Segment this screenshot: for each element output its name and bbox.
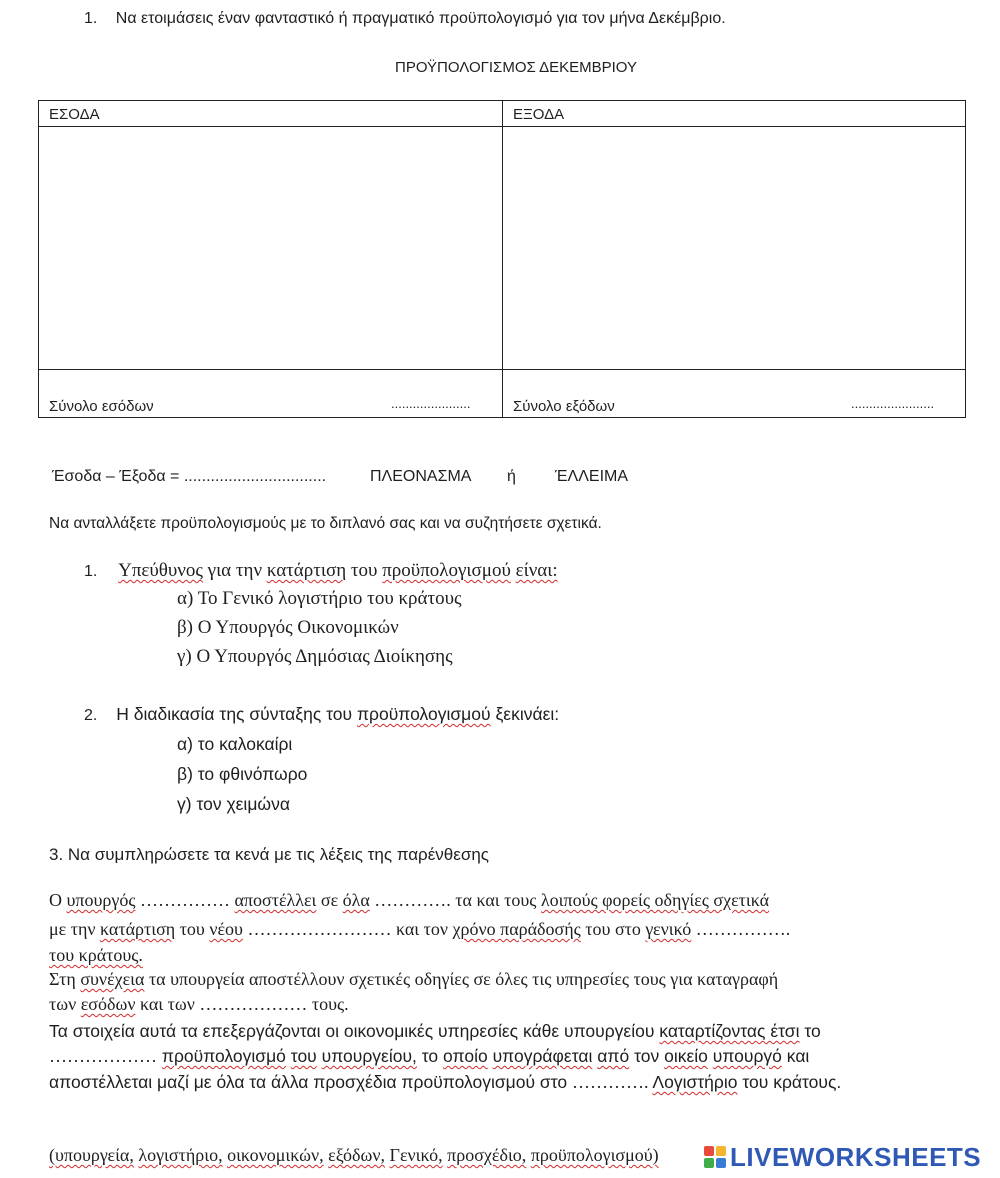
liveworksheets-logo[interactable] [698,1140,987,1174]
q3-word: νέου [209,919,243,939]
word-bank [49,1145,659,1166]
word-bank-item: εξόδων, [328,1145,386,1165]
expense-header: ΕΞΟΔΑ [513,106,565,123]
q3-line-6 [49,1021,821,1042]
q3-line-8 [49,1072,841,1093]
income-header: ΕΣΟΔΑ [49,106,100,123]
q3-word: Τα στοιχεία αυτά τα επεξεργάζονται οι οικονομικές υπηρεσίες κάθε υπουργείου [49,1021,655,1041]
expense-total-label: Σύνολο εξόδων [513,398,615,415]
q3-word: των [49,994,77,1014]
budget-table [38,100,966,418]
q3-line-3 [49,945,143,966]
question-1 [84,560,558,582]
q3-word: τα υπουργεία αποστέλλουν σχετικές οδηγίες σε όλες τις υπηρεσίες τους για καταγραφή [148,969,779,989]
q3-word: το [421,1046,439,1066]
q3-word: καταρτίζοντας έτσι [659,1021,800,1041]
word-bank-item: Γενικό, [389,1145,443,1165]
q3-word: του κράτους. [742,1072,842,1092]
q3-word: Λογιστήριο [652,1072,738,1092]
q3-word: κατάρτιση [100,919,176,939]
instruction-1-number: 1. [84,10,98,27]
q3-word: συνέχεια [80,969,145,989]
expense-total-blank[interactable]: ....................... [851,396,935,411]
instruction-1-text: Να ετοιμάσεις έναν φανταστικό ή πραγματικό προϋπολογισμό για τον μήνα Δεκέμβριο. [115,10,726,27]
q3-word: σε [320,890,339,910]
q3-word: τους. [311,994,349,1014]
q3-line-1 [49,890,769,911]
question-3-title: 3. Να συμπληρώσετε τα κενά με τις λέξεις της παρένθεσης [49,845,489,864]
q3-word: του κράτους. [49,945,143,965]
q1-word: κατάρτιση [266,560,347,581]
q3-word: τα και τους [455,890,537,910]
instruction-1 [84,10,726,28]
income-total-label: Σύνολο εσόδων [49,398,154,415]
q3-word: υπουργείου, [321,1046,417,1066]
q3-word: όλα [342,890,370,910]
question-2 [84,704,559,725]
q1-word: προϋπολογισμού [382,560,511,581]
q1-word: είναι: [515,560,558,581]
balance-equation: Έσοδα – Έξοδα = ................................ [52,468,327,485]
q2-underlined-word: προϋπολογισμού [356,704,491,724]
q3-word: αποστέλλεται μαζί με όλα τα άλλα προσχέδια προϋπολογισμού στο [49,1072,568,1092]
q1-option-b[interactable]: β) Ο Υπουργός Οικονομικών [177,617,399,638]
question-2-number: 2. [84,707,98,724]
expense-entry-area[interactable] [504,128,965,368]
liveworksheets-logo-icon [704,1146,726,1168]
q3-blank[interactable]: …………. [571,1072,649,1092]
q3-word: Στη [49,969,76,989]
q3-blank[interactable]: ……………… [49,1046,157,1066]
q3-blank[interactable]: …………………… [247,919,392,939]
q3-word: προϋπολογισμό [161,1046,286,1066]
q3-blank[interactable]: …………… [139,890,230,910]
q2-option-a[interactable]: α) το καλοκαίρι [177,734,293,754]
q2-text: ξεκινάει: [495,704,560,724]
q3-word: λοιπούς φορείς οδηγίες σχετικά [540,890,770,910]
q1-option-c[interactable]: γ) Ο Υπουργός Δημόσιας Διοίκησης [177,646,453,667]
q3-word: και τον [395,919,449,939]
q3-word: χρόνο παράδοσής [452,919,581,939]
q3-line-5 [49,994,349,1015]
word-bank-item: (υπουργεία, [49,1145,134,1165]
q2-option-b[interactable]: β) το φθινόπωρο [177,764,308,784]
q1-word: Υπεύθυνος [118,560,203,581]
q3-word: υπουργό [712,1046,782,1066]
table-title: ΠΡΟΫΠΟΛΟΓΙΣΜΟΣ ΔΕΚΕΜΒΡΙΟΥ [395,59,637,76]
q3-word: το [804,1021,821,1041]
table-divider-total [39,369,965,370]
liveworksheets-logo-text: LIVEWORKSHEETS [730,1141,982,1172]
q3-word: οποίο [443,1046,488,1066]
or-word: ή [507,468,516,485]
word-bank-item: προϋπολογισμού) [530,1145,659,1165]
q1-word: την [235,560,263,581]
table-divider-header [39,126,965,127]
q3-word: και των [139,994,195,1014]
income-entry-area[interactable] [39,128,501,368]
exchange-note: Να ανταλλάξετε προϋπολογισμούς με το διπλανό σας και να συζητήσετε σχετικά. [49,515,602,532]
word-bank-item: λογιστήριο, [138,1145,223,1165]
q3-line-7 [49,1046,809,1067]
q3-word: του [290,1046,317,1066]
word-bank-item: προσχέδιο, [447,1145,527,1165]
deficit-option[interactable]: ΈΛΛΕΙΜΑ [555,468,629,485]
q1-word: του [350,560,378,581]
q3-word: με την [49,919,96,939]
q3-word: οικείο [664,1046,708,1066]
q3-line-2 [49,919,790,940]
q3-word: του στο [585,919,641,939]
q3-blank[interactable]: …………. [374,890,451,910]
q3-blank[interactable]: ……………… [199,994,308,1014]
surplus-option[interactable]: ΠΛΕΟΝΑΣΜΑ [370,468,472,485]
q3-word: Ο [49,890,62,910]
q3-line-4 [49,969,778,990]
q2-option-c[interactable]: γ) τον χειμώνα [177,794,290,814]
q3-word: από [597,1046,630,1066]
q3-word: υπογράφεται [492,1046,593,1066]
q1-option-a[interactable]: α) Το Γενικό λογιστήριο του κράτους [177,588,462,609]
question-1-number: 1. [84,563,98,580]
q2-text: Η διαδικασία της σύνταξης του [116,704,353,724]
q3-word: αποστέλλει [234,890,317,910]
q3-word: και [786,1046,810,1066]
q3-blank[interactable]: ……………. [695,919,791,939]
word-bank-item: οικονομικών, [227,1145,324,1165]
income-total-blank[interactable]: ...................... [391,396,471,411]
q3-word: υπουργός [66,890,136,910]
q1-word: για [207,560,232,581]
q3-word: εσόδων [80,994,136,1014]
q3-word: γενικό [645,919,692,939]
q3-word: τον [634,1046,660,1066]
q3-word: του [179,919,205,939]
